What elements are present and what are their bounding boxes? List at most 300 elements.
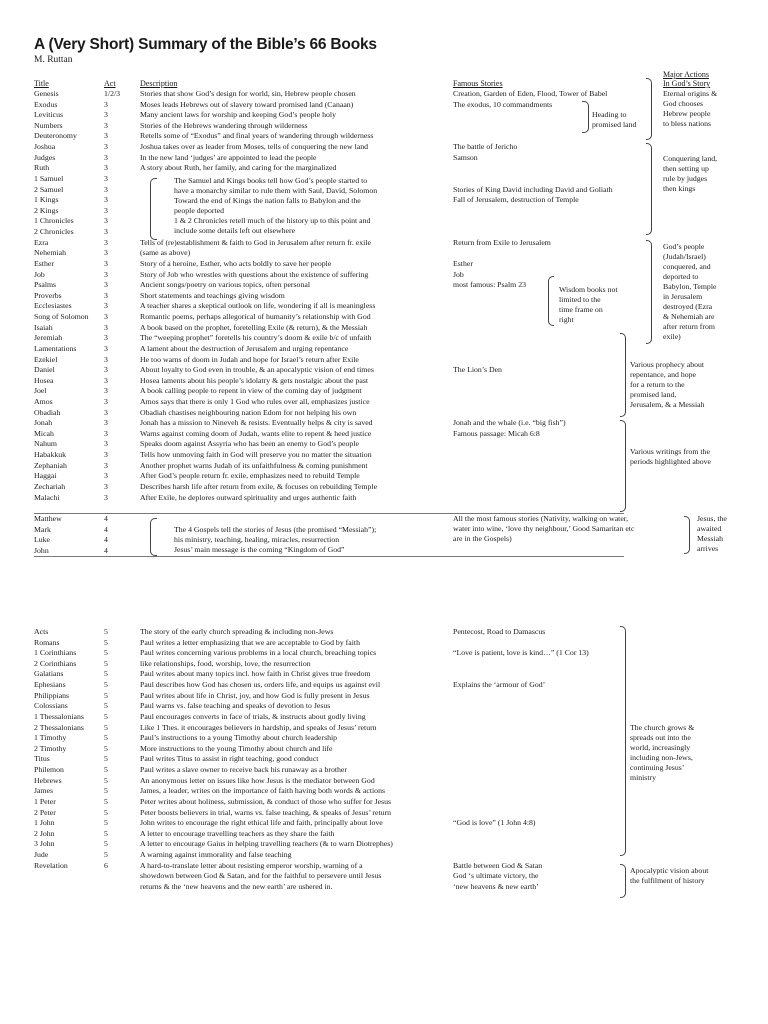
note-line: Babylon, Temple <box>663 282 717 291</box>
book-famous-story: Famous passage: Micah 6:8 <box>453 428 540 438</box>
book-description: Joshua takes over as leader from Moses, tells of conquering the new land <box>140 142 368 152</box>
book-title: Jude <box>34 850 49 860</box>
book-row <box>0 482 768 492</box>
book-row <box>0 227 768 237</box>
book-title: 2 Chronicles <box>34 227 74 237</box>
header-title: Title <box>34 79 49 88</box>
book-act: 3 <box>104 343 108 353</box>
book-description: A story about Ruth, her family, and caring for the marginalized <box>140 163 337 173</box>
book-act: 5 <box>104 701 108 711</box>
apocalyptic-vision-note <box>630 866 708 886</box>
book-description: A letter to encourage Gaius in helping travelling teachers (& to warn Diotrephes) <box>140 839 393 849</box>
gods-people-conquered-note <box>663 242 716 342</box>
book-row <box>0 163 768 173</box>
book-title: Galatians <box>34 669 64 679</box>
heading-to-promised-land-note <box>592 110 636 130</box>
book-description: Paul writes concerning various problems in a local church, breaching topics <box>140 648 377 658</box>
book-title: Philippians <box>34 690 70 700</box>
book-title: Revelation <box>34 860 68 870</box>
church-grows-note <box>630 723 694 783</box>
book-description: (same as above) <box>140 248 191 258</box>
book-famous-story: Creation, Garden of Eden, Flood, Tower of Babel <box>453 89 608 98</box>
book-act: 3 <box>104 333 108 343</box>
book-act: 3 <box>104 312 108 322</box>
book-row <box>0 344 768 354</box>
book-row <box>0 100 768 110</box>
note-line: periods highlighted above <box>630 457 711 466</box>
book-act: 3 <box>104 280 108 290</box>
book-row <box>0 216 768 226</box>
book-act: 3 <box>104 481 108 491</box>
book-row <box>0 808 768 818</box>
note-line: include some details left out elsewhere <box>174 226 296 235</box>
document-author: M. Ruttan <box>34 55 73 65</box>
note-line: The Samuel and Kings books tell how God’s people started to <box>174 176 368 185</box>
messiah-arrives-note <box>697 514 727 554</box>
book-row <box>0 259 768 269</box>
book-title: Leviticus <box>34 110 64 120</box>
book-famous-story: Explains the ‘armour of God’ <box>453 680 546 690</box>
book-row <box>0 270 768 280</box>
book-row <box>0 206 768 216</box>
book-description: Obadiah chastises neighbouring nation Edom for not helping his own <box>140 407 357 417</box>
note-line: The church grows & <box>630 723 695 732</box>
book-title: Joel <box>34 386 47 396</box>
note-line: his ministry, teaching, healing, miracles, resurrection <box>174 535 340 544</box>
note-line: exile) <box>663 332 681 341</box>
book-row <box>0 659 768 669</box>
book-title: John <box>34 545 49 555</box>
book-famous-story: Job <box>453 269 464 279</box>
note-line: Jesus, the <box>697 514 727 523</box>
book-title: Jeremiah <box>34 333 63 343</box>
book-description: John writes to encourage the right ethical life and faith, principally about love <box>140 818 383 828</box>
note-line: Messiah <box>697 534 723 543</box>
book-title: Amos <box>34 396 53 406</box>
note-line: awaited <box>697 524 722 533</box>
book-description: Tells of (re)establishment & faith to God in Jerusalem after return fr. exile <box>140 237 371 247</box>
book-row <box>0 174 768 184</box>
book-act: 5 <box>104 807 108 817</box>
book-description: Peter writes about holiness, submission, & conduct of those who suffer for Jesus <box>140 796 392 806</box>
book-description: Ancient songs/poetry on various topics, often personal <box>140 280 310 290</box>
book-act: 5 <box>104 743 108 753</box>
note-line: time frame on <box>559 305 603 314</box>
book-title: Micah <box>34 428 54 438</box>
note-line: for a return to the <box>630 380 685 389</box>
book-act: 5 <box>104 754 108 764</box>
book-row <box>0 142 768 152</box>
book-row <box>0 680 768 690</box>
book-famous-story: Stories of King David including David and Goliath <box>453 184 613 194</box>
note-line: spreads out into the <box>630 733 691 742</box>
book-act: 3 <box>104 120 108 130</box>
header-gods-story: In God’s Story <box>663 79 711 88</box>
book-title: Joshua <box>34 142 56 152</box>
book-row <box>0 786 768 796</box>
book-description: Moses leads Hebrews out of slavery toward promised land (Canaan) <box>140 99 354 109</box>
book-title: 1 Timothy <box>34 733 67 743</box>
book-act: 5 <box>104 818 108 828</box>
note-line: arrives <box>697 544 719 553</box>
book-row <box>0 238 768 248</box>
note-line: have a monarchy similar to rule them with Saul, David, Solomon <box>174 186 378 195</box>
book-act: 5 <box>104 775 108 785</box>
book-famous-story: ‘new heavens & new earth’ <box>453 881 539 891</box>
book-act: 6 <box>104 860 108 870</box>
book-act: 3 <box>104 396 108 406</box>
book-famous-story: The exodus, 10 commandments <box>453 99 553 109</box>
book-row <box>0 471 768 481</box>
book-act: 3 <box>104 322 108 332</box>
book-title: Titus <box>34 754 50 764</box>
note-line: Eternal origins & <box>663 89 718 98</box>
book-title: 1 Samuel <box>34 173 64 183</box>
book-famous-story: “Love is patient, love is kind…” (1 Cor 13) <box>453 648 589 658</box>
book-title: Lamentations <box>34 343 77 353</box>
note-line: Jesus’ main message is the coming “Kingdom of God” <box>174 545 345 554</box>
writings-bracket <box>620 420 626 512</box>
book-description: More instructions to the young Timothy about church and life <box>140 743 333 753</box>
book-title: Esther <box>34 258 54 268</box>
book-act: 3 <box>104 131 108 141</box>
note-line: Wisdom books not <box>559 285 618 294</box>
book-act: 3 <box>104 163 108 173</box>
book-act: 5 <box>104 828 108 838</box>
note-line: (Judah/Israel) <box>663 252 706 261</box>
book-title: Proverbs <box>34 290 62 300</box>
book-description: Hosea laments about his people’s idolatry & gets nostalgic about the past <box>140 375 369 385</box>
book-row <box>0 131 768 141</box>
book-title: Ezekiel <box>34 354 58 364</box>
gospels-note <box>174 525 376 555</box>
book-description: Paul writes about many topics incl. how faith in Christ gives true freedom <box>140 669 371 679</box>
note-line: Apocalyptic vision about <box>630 866 709 875</box>
note-line: All the most famous stories (Nativity, walking on water, <box>453 514 629 523</box>
note-line: including non-Jews, <box>630 753 693 762</box>
various-prophecy-note <box>630 360 705 410</box>
book-title: 2 Thessalonians <box>34 722 84 732</box>
book-title: Daniel <box>34 365 55 375</box>
book-row <box>0 712 768 722</box>
book-description: Another prophet warns Judah of its unfaithfulness & coming punishment <box>140 460 368 470</box>
note-line: people deported <box>174 206 225 215</box>
book-description: Stories of the Hebrews wandering through wilderness <box>140 120 308 130</box>
book-title: Philemon <box>34 765 64 775</box>
book-description: Warns against coming doom of Judah, wants elite to repent & heed justice <box>140 428 372 438</box>
book-row <box>0 493 768 503</box>
book-description: Paul describes how God has chosen us, orders life, and equips us against evil <box>140 680 381 690</box>
book-act: 5 <box>104 648 108 658</box>
gospels-major-bracket <box>684 516 690 554</box>
book-act: 3 <box>104 301 108 311</box>
book-title: Judges <box>34 152 56 162</box>
book-row <box>0 323 768 333</box>
book-description: In the new land ‘judges’ are appointed to lead the people <box>140 152 317 162</box>
book-row <box>0 301 768 311</box>
book-row <box>0 839 768 849</box>
note-line: promised land, <box>630 390 677 399</box>
book-act: 3 <box>104 492 108 502</box>
book-act: 3 <box>104 227 108 237</box>
book-title: Acts <box>34 627 49 636</box>
book-act: 5 <box>104 711 108 721</box>
book-act: 5 <box>104 690 108 700</box>
book-title: 2 Timothy <box>34 743 67 753</box>
book-act: 3 <box>104 269 108 279</box>
book-famous-story: Esther <box>453 258 473 268</box>
book-description: A letter to encourage travelling teachers as they share the faith <box>140 828 335 838</box>
book-act: 5 <box>104 658 108 668</box>
book-title: Numbers <box>34 120 63 130</box>
book-row <box>0 669 768 679</box>
note-line: Jerusalem, & a Messiah <box>630 400 705 409</box>
book-title: Luke <box>34 535 51 544</box>
book-description: Stories that show God’s design for world, sin, Hebrew people chosen <box>140 89 356 98</box>
book-act: 4 <box>104 535 108 544</box>
book-row <box>0 701 768 711</box>
note-line: in Jerusalem <box>663 292 703 301</box>
note-line: ministry <box>630 773 656 782</box>
book-row <box>0 627 768 637</box>
book-famous-story: “God is love” (1 John 4:8) <box>453 818 536 828</box>
book-title: James <box>34 786 54 796</box>
book-description: Story of Job who wrestles with questions about the existence of suffering <box>140 269 369 279</box>
book-title: Isaiah <box>34 322 53 332</box>
note-line: rule by judges <box>663 174 708 183</box>
book-title: Romans <box>34 637 60 647</box>
note-line: & Nehemiah are <box>663 312 715 321</box>
book-title: Zechariah <box>34 481 66 491</box>
book-row <box>0 514 768 524</box>
book-title: Ruth <box>34 163 50 173</box>
note-line: after return from <box>663 322 715 331</box>
book-description: About loyalty to God even in trouble, & an apocalyptic vision of end times <box>140 365 374 375</box>
conquering-land-note <box>663 154 717 194</box>
book-famous-story: Samson <box>453 152 478 162</box>
book-title: Obadiah <box>34 407 61 417</box>
book-act: 3 <box>104 290 108 300</box>
book-row <box>0 333 768 343</box>
book-row <box>0 829 768 839</box>
heading-to-bracket <box>582 101 589 133</box>
book-title: 2 John <box>34 828 55 838</box>
book-description: Many ancient laws for worship and keeping God’s people holy <box>140 110 336 120</box>
various-writings-note <box>630 447 711 467</box>
apocalyptic-bracket <box>620 864 626 898</box>
book-description: A teacher shares a skeptical outlook on life, wondering if all is meaningless <box>140 301 376 311</box>
book-description: A book based on the prophet, foretelling Exile (& return), & the Messiah <box>140 322 368 332</box>
book-act: 3 <box>104 173 108 183</box>
book-act: 3 <box>104 142 108 152</box>
book-title: 1 John <box>34 818 55 828</box>
book-description: Short statements and teachings giving wisdom <box>140 290 285 300</box>
book-title: 1 Thessalonians <box>34 711 84 721</box>
book-title: 1 Kings <box>34 195 59 205</box>
book-act: 3 <box>104 110 108 120</box>
book-description: He too warns of doom in Judah and hope for Israel’s return after Exile <box>140 354 359 364</box>
book-title: 3 John <box>34 839 55 849</box>
book-description: A lament about the destruction of Jerusalem and urging repentance <box>140 343 349 353</box>
book-act: 3 <box>104 184 108 194</box>
note-line: destroyed (Ezra <box>663 302 713 311</box>
book-title: Colossians <box>34 701 68 711</box>
note-line: Hebrew people <box>663 109 711 118</box>
book-famous-story: The battle of Jericho <box>453 142 518 152</box>
book-row <box>0 195 768 205</box>
book-row <box>0 291 768 301</box>
book-description: Paul writes a slave owner to receive back his runaway as a brother <box>140 765 347 775</box>
book-act: 3 <box>104 471 108 481</box>
book-famous-story: Return from Exile to Jerusalem <box>453 237 551 247</box>
book-description: An anonymous letter on issues like how Jesus is the mediator between God <box>140 775 375 785</box>
book-act: 4 <box>104 514 108 523</box>
note-line: to bless nations <box>663 119 712 128</box>
prophecy-bracket <box>620 333 626 417</box>
book-act: 3 <box>104 407 108 417</box>
book-title: Zephaniah <box>34 460 67 470</box>
book-description: Paul encourages converts in face of trials, & instructs about godly living <box>140 711 366 721</box>
book-row <box>0 418 768 428</box>
note-line: 1 & 2 Chronicles retell much of the history up to this point and <box>174 216 371 225</box>
book-title: 1 Chronicles <box>34 216 74 226</box>
wisdom-books-note <box>559 285 618 325</box>
book-title: Job <box>34 269 45 279</box>
book-act: 4 <box>104 545 108 555</box>
book-description: Romantic poems, perhaps allegorical of humanity’s relationship with God <box>140 312 371 322</box>
book-act: 3 <box>104 418 108 428</box>
book-row <box>0 110 768 120</box>
book-row <box>0 535 768 545</box>
book-act: 5 <box>104 733 108 743</box>
book-act: 5 <box>104 627 108 636</box>
book-description: Peter boosts believers in trial, warns vs. false teaching, & speaks of Jesus’ return <box>140 807 392 817</box>
book-act: 5 <box>104 669 108 679</box>
book-title: Ephesians <box>34 680 66 690</box>
book-act: 3 <box>104 428 108 438</box>
gods-people-bracket <box>646 240 652 344</box>
note-line: then kings <box>663 184 696 193</box>
book-description: returns & the ‘new heavens and the new earth’ are ushered in. <box>140 881 333 891</box>
book-title: Nahum <box>34 439 57 449</box>
book-description: A book calling people to repent in view of the coming day of judgment <box>140 386 362 396</box>
note-line: the fulfilment of history <box>630 876 705 885</box>
book-title: Habakkuk <box>34 450 67 460</box>
book-title: 2 Corinthians <box>34 658 77 668</box>
book-description: Jonah has a mission to Nineveh & resists. Eventually helps & city is saved <box>140 418 373 428</box>
book-title: Exodus <box>34 99 58 109</box>
book-act: 5 <box>104 765 108 775</box>
note-line: then setting up <box>663 164 709 173</box>
book-title: Song of Solomon <box>34 312 89 322</box>
book-row <box>0 312 768 322</box>
note-line: Toward the end of Kings the nation falls to Babylon and the <box>174 196 361 205</box>
book-title: Mark <box>34 524 51 534</box>
book-row <box>0 546 768 556</box>
book-act: 3 <box>104 216 108 226</box>
note-line: limited to the <box>559 295 601 304</box>
note-line: Various prophecy about <box>630 360 705 369</box>
book-act: 5 <box>104 637 108 647</box>
book-description: Paul writes Titus to assist in right teaching, good conduct <box>140 754 319 764</box>
book-row <box>0 818 768 828</box>
origins-bracket <box>646 78 652 140</box>
book-title: Hebrews <box>34 775 62 785</box>
book-description: After God’s people return fr. exile, emphasizes need to rebuild Temple <box>140 471 360 481</box>
book-description: The story of the early church spreading & including non-Jews <box>140 627 334 636</box>
book-row <box>0 797 768 807</box>
wisdom-bracket <box>548 276 554 326</box>
book-title: Ezra <box>34 237 49 247</box>
book-act: 5 <box>104 850 108 860</box>
note-line: God chooses <box>663 99 704 108</box>
book-row <box>0 121 768 131</box>
document-title: A (Very Short) Summary of the Bible’s 66 Books <box>34 36 377 53</box>
header-major-actions: Major Actions <box>663 70 709 79</box>
book-description: Paul’s instructions to a young Timothy about church leadership <box>140 733 338 743</box>
book-row <box>0 648 768 658</box>
book-description: The “weeping prophet” foretells his country’s doom & exile b/c of unfaith <box>140 333 372 343</box>
book-description: Tells how unmoving faith in God will preserve you no matter the situation <box>140 450 372 460</box>
book-title: 2 Peter <box>34 807 56 817</box>
book-description: Like 1 Thes. it encourages believers in hardship, and speaks of Jesus’ return <box>140 722 377 732</box>
conquering-bracket <box>646 143 652 235</box>
book-description: Amos says that there is only 1 God who rules over all, emphasizes justice <box>140 396 370 406</box>
book-act: 3 <box>104 248 108 258</box>
book-title: 2 Kings <box>34 205 59 215</box>
book-description: Retells some of “Exodus” and final years of wandering through wilderness <box>140 131 374 141</box>
book-row <box>0 525 768 535</box>
book-act: 5 <box>104 786 108 796</box>
book-title: 2 Samuel <box>34 184 64 194</box>
church-grows-bracket <box>620 626 626 856</box>
book-act: 1/2/3 <box>104 89 121 98</box>
eternal-origins-note <box>663 89 717 129</box>
book-row <box>0 153 768 163</box>
book-title: Matthew <box>34 514 62 523</box>
book-act: 3 <box>104 195 108 205</box>
book-act: 3 <box>104 99 108 109</box>
book-act: 4 <box>104 524 108 534</box>
book-title: Psalms <box>34 280 57 290</box>
book-description: Speaks doom against Assyria who has been an enemy to God’s people <box>140 439 359 449</box>
book-row <box>0 248 768 258</box>
book-title: Ecclesiastes <box>34 301 72 311</box>
book-description: Paul writes a letter emphasizing that we are acceptable to God by faith <box>140 637 360 647</box>
note-line: Conquering land, <box>663 154 718 163</box>
book-row <box>0 280 768 290</box>
book-description: After Exile, he deplores outward spirituality and urges authentic faith <box>140 492 357 502</box>
book-act: 3 <box>104 354 108 364</box>
samuel-kings-bracket <box>150 178 157 240</box>
book-famous-story: The Lion’s Den <box>453 365 502 375</box>
book-row <box>0 691 768 701</box>
book-row <box>0 429 768 439</box>
book-act: 3 <box>104 365 108 375</box>
book-famous-story: God ‘s ultimate victory, the <box>453 871 539 881</box>
samuel-kings-note <box>174 176 377 236</box>
header-act: Act <box>104 79 116 88</box>
book-description: Story of a heroine, Esther, who acts boldly to save her people <box>140 258 332 268</box>
book-description: James, a leader, writes on the importance of faith having both words & actions <box>140 786 386 796</box>
note-line: continuing Jesus’ <box>630 763 685 772</box>
book-act: 3 <box>104 237 108 247</box>
book-title: 1 Corinthians <box>34 648 77 658</box>
note-line: promised land <box>592 120 637 129</box>
header-description: Description <box>140 79 178 88</box>
book-act: 5 <box>104 796 108 806</box>
book-description: A warning against immorality and false teaching <box>140 850 292 860</box>
